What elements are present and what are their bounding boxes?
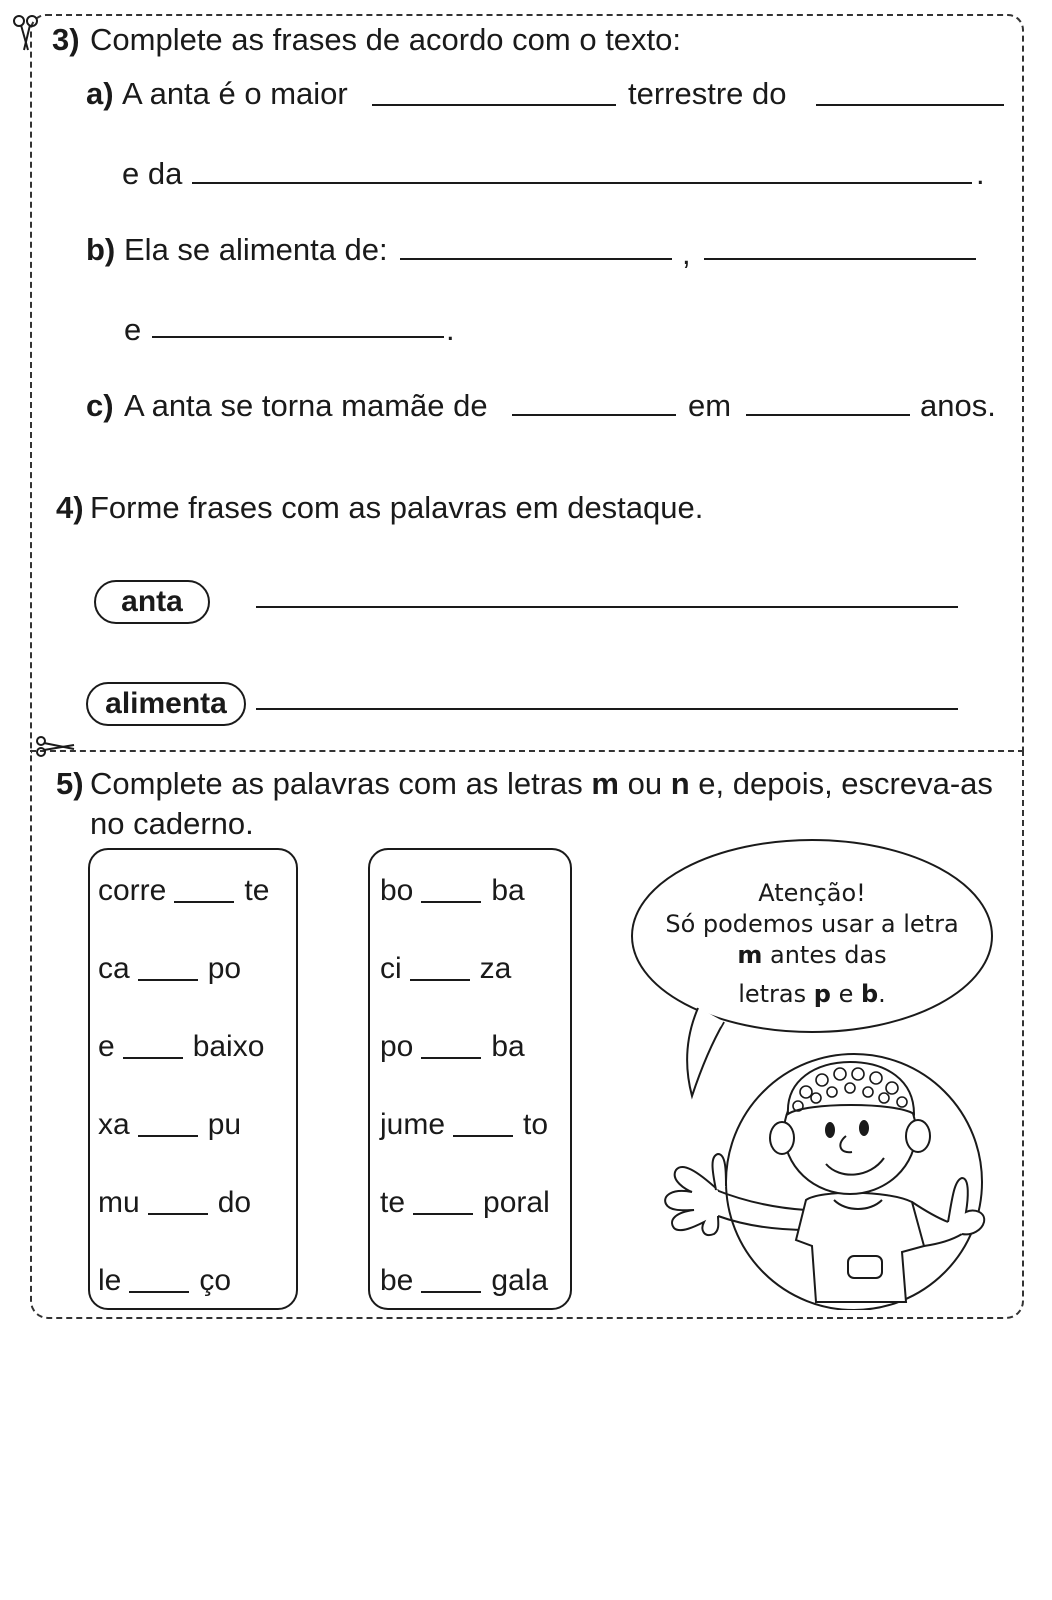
q3a-text-2: terrestre do (628, 76, 787, 111)
word-suffix: ba (491, 874, 525, 907)
word-prefix: te (380, 1186, 406, 1219)
q3b-line2-prefix: e (124, 312, 142, 347)
q3b-blank-1[interactable] (400, 258, 672, 260)
letter-blank[interactable] (421, 901, 481, 903)
q3b-text-1: Ela se alimenta de: (124, 232, 388, 267)
bubble-line-4-end: . (878, 980, 886, 1008)
q5-letter-n: n (670, 766, 690, 801)
word-suffix: za (479, 952, 512, 985)
bubble-line-3 (642, 940, 982, 971)
letter-blank[interactable] (421, 1291, 481, 1293)
q3c-text-2: em (688, 388, 732, 423)
word-suffix: po (207, 952, 242, 985)
letter-blank[interactable] (174, 901, 234, 903)
letter-blank[interactable] (421, 1057, 481, 1059)
q3a-text-1: A anta é o maior (122, 76, 348, 111)
q3-number: 3) (52, 22, 80, 57)
bubble-line-4-e: e (838, 980, 854, 1008)
word-prefix: ca (98, 952, 130, 985)
bubble-line-3-rest: antes das (769, 941, 887, 969)
q3a-line2-prefix: e da (122, 156, 183, 191)
q3b-letter: b) (86, 232, 116, 267)
q5-title-text-1: Complete as palavras com as letras (90, 766, 583, 801)
bubble-line-4 (642, 979, 982, 1010)
word-prefix: be (380, 1264, 414, 1297)
q3b-blank-2[interactable] (704, 258, 976, 260)
word-column-1 (88, 848, 298, 1310)
q3c-blank-2[interactable] (746, 414, 910, 416)
q4-answer-line-anta[interactable] (256, 606, 958, 608)
q3b-line2-end: . (446, 312, 455, 347)
word-prefix: po (380, 1030, 414, 1063)
letter-blank[interactable] (138, 1135, 198, 1137)
word-suffix: ço (199, 1264, 232, 1297)
q3-title: Complete as frases de acordo com o texto: (90, 22, 682, 57)
q3c-text-3: anos. (920, 388, 996, 423)
q5-title-line2: no caderno. (90, 806, 254, 841)
q3b-blank-3[interactable] (152, 336, 444, 338)
q3a-line2-end: . (976, 156, 985, 191)
q5-number: 5) (56, 766, 84, 801)
letter-blank[interactable] (129, 1291, 189, 1293)
word-prefix: mu (98, 1186, 140, 1219)
word-suffix: to (523, 1108, 549, 1141)
word-suffix: pu (207, 1108, 242, 1141)
q3a-letter: a) (86, 76, 114, 111)
q3a-blank-3[interactable] (192, 182, 972, 184)
q4-title: Forme frases com as palavras em destaque. (90, 490, 704, 525)
q4-number: 4) (56, 490, 84, 525)
scissors-icon (10, 14, 44, 54)
q5-title-line1 (90, 766, 993, 802)
worksheet-frame-top (30, 14, 1024, 752)
word-prefix: xa (98, 1108, 130, 1141)
word-prefix: le (98, 1264, 122, 1297)
letter-blank[interactable] (148, 1213, 208, 1215)
q3c-letter: c) (86, 388, 114, 423)
letter-blank[interactable] (138, 979, 198, 981)
q5-title-text-2: e, depois, escreva-as (698, 766, 993, 801)
bubble-line-2: Só podemos usar a letra (665, 910, 959, 938)
word-suffix: baixo (192, 1030, 265, 1063)
bubble-letter-b: b (860, 980, 879, 1008)
word-prefix: ci (380, 952, 402, 985)
word-suffix: poral (483, 1186, 550, 1219)
word-column-2 (368, 848, 572, 1310)
q3b-comma: , (682, 236, 691, 271)
q3a-blank-2[interactable] (816, 104, 1004, 106)
letter-blank[interactable] (123, 1057, 183, 1059)
bubble-letter-m: m (737, 941, 763, 969)
q4-answer-line-alimenta[interactable] (256, 708, 958, 710)
bubble-letter-p: p (813, 980, 831, 1008)
bubble-text (642, 878, 982, 1010)
word-prefix: jume (380, 1108, 446, 1141)
letter-blank[interactable] (453, 1135, 513, 1137)
bubble-line-4-start: letras (738, 980, 807, 1008)
word-suffix: gala (491, 1264, 549, 1297)
keyword-pill-alimenta: alimenta (86, 682, 246, 726)
q3c-blank-1[interactable] (512, 414, 676, 416)
word-suffix: ba (491, 1030, 525, 1063)
q5-title-or: ou (627, 766, 663, 801)
bubble-line-1: Atenção! (758, 879, 866, 907)
word-prefix: e (98, 1030, 115, 1063)
boy-illustration (656, 1040, 996, 1310)
word-suffix: te (244, 874, 270, 907)
letter-blank[interactable] (413, 1213, 473, 1215)
q5-letter-m: m (591, 766, 619, 801)
scissors-icon (34, 734, 78, 758)
keyword-pill-anta: anta (94, 580, 210, 624)
word-suffix: do (217, 1186, 252, 1219)
q3a-blank-1[interactable] (372, 104, 616, 106)
letter-blank[interactable] (410, 979, 470, 981)
word-prefix: corre (98, 874, 167, 907)
word-prefix: bo (380, 874, 414, 907)
q3c-text-1: A anta se torna mamãe de (124, 388, 488, 423)
